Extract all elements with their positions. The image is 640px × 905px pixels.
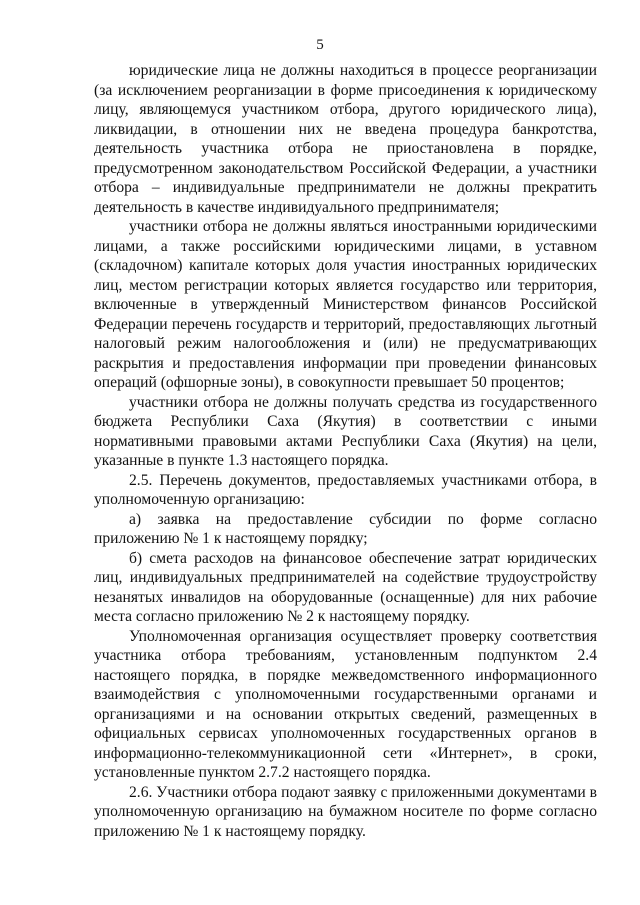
document-body bbox=[94, 61, 597, 841]
paragraph-2-5-documents-list: 2.5. Перечень документов, предоставляемых участниками отбора, в уполномоченную организацию: bbox=[94, 471, 597, 508]
paragraph-verification: Уполномоченная организация осуществляет проверку соответствия участника отбора требованиям, установленным подпунктом 2.4 настоящего порядка, в порядке межведомственного информационного взаимодействия с уполномоченными государственными органами и организациями и на основании открытых сведений, размещенных в официальных сервисах уполномоченных государственных органов в информационно-телекоммуникационной сети «Интернет», в сроки, установленные пунктом 2.7.2 настоящего порядка. bbox=[94, 627, 597, 781]
paragraph-item-a-application: а) заявка на предоставление субсидии по форме согласно приложению № 1 к настоящему порядку; bbox=[94, 510, 597, 547]
paragraph-budget-funds: участники отбора не должны получать средства из государственного бюджета Республики Саха (Якутия) в соответствии с иными нормативными правовыми актами Республики Саха (Якутия) на цели, указанные в пункте 1.3 настоящего порядка. bbox=[94, 393, 597, 469]
paragraph-2-6-submission: 2.6. Участники отбора подают заявку с приложенными документами в уполномоченную организацию на бумажном носителе по форме согласно приложению № 1 к настоящему порядку. bbox=[94, 783, 597, 840]
page-number: 5 bbox=[316, 37, 324, 53]
paragraph-legal-entities-reorganization: юридические лица не должны находиться в процессе реорганизации (за исключением реорганизации в форме присоединения к юридическому лицу, являющемуся участником отбора, другого юридического лица), ликвидации, в отношении них не введена процедура банкротства, деятельность участника отбора не приостановлена в порядке, предусмотренном законодательством Российской Федерации, а участники отбора – индивидуальные предприниматели не должны прекратить деятельность в качестве индивидуального предпринимателя; bbox=[94, 62, 597, 216]
paragraph-foreign-entities: участники отбора не должны являться иностранными юридическими лицами, а также российскими юридическими лицами, в уставном (складочном) капитале которых доля участия иностранных юридических лиц, местом регистрации которых является государство или территория, включенные в утвержденный Министерством финансов Российской Федерации перечень государств и территорий, предоставляющих льготный налоговый режим налогообложения и (или) не предусматривающих раскрытия и предоставления информации при проведении финансовых операций (офшорные зоны), в совокупности превышает 50 процентов; bbox=[94, 218, 597, 391]
paragraph-item-b-cost-estimate: б) смета расходов на финансовое обеспечение затрат юридических лиц, индивидуальных предпринимателей на содействие трудоустройству незанятых инвалидов на оборудованные (оснащенные) для них рабочие места согласно приложению № 2 к настоящему порядку. bbox=[94, 549, 597, 625]
